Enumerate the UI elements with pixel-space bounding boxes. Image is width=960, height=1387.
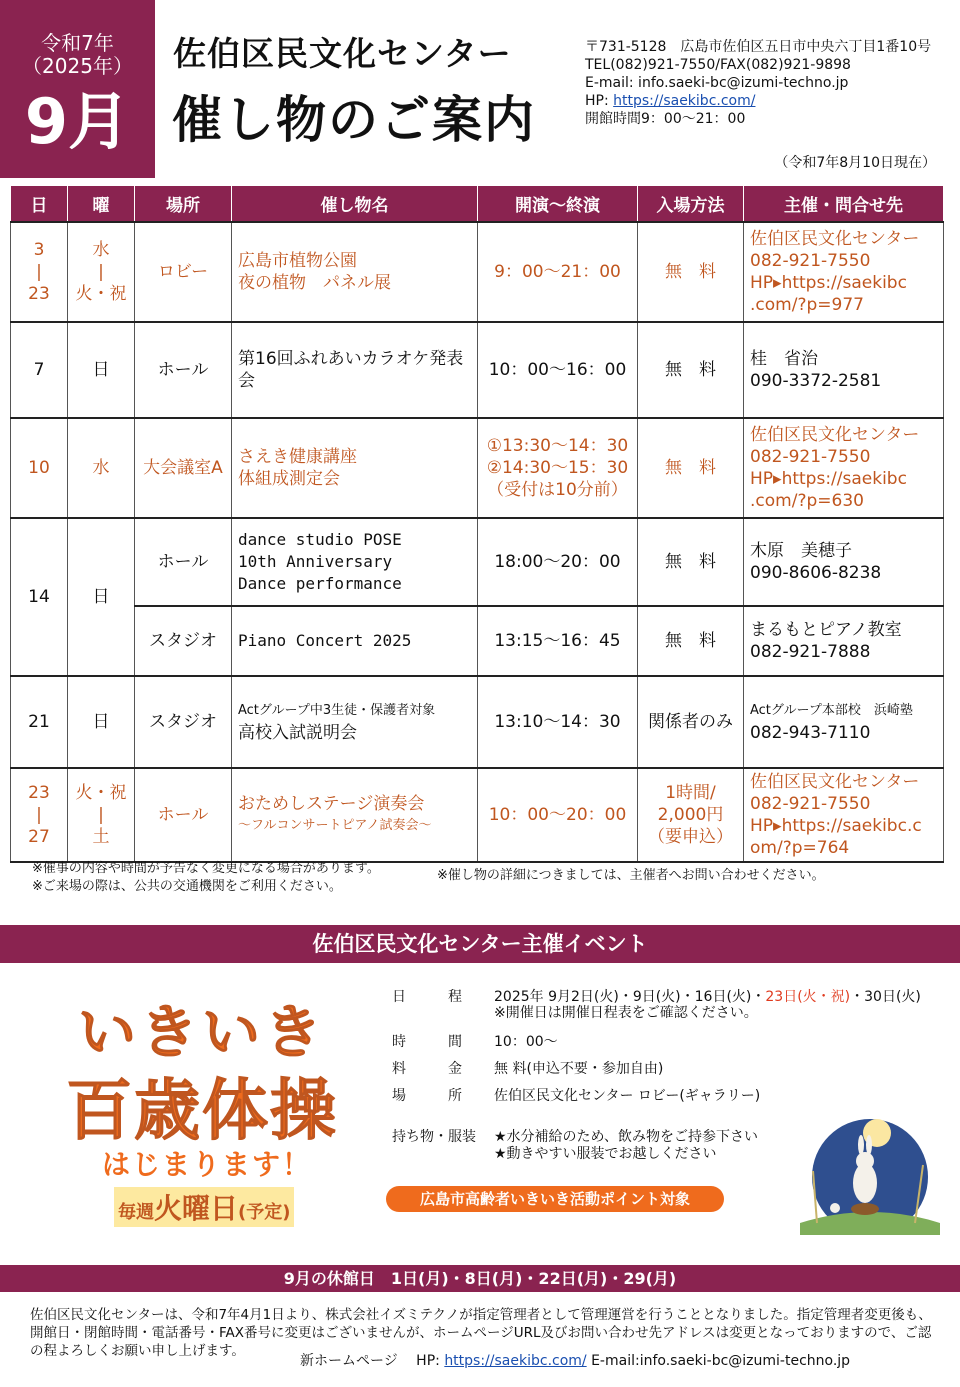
note-transport: ※ご来場の際は、公共の交通機関をご利用ください。 xyxy=(32,879,342,894)
cell-place: ホール xyxy=(135,322,232,418)
cell-entry: 無 料 xyxy=(638,322,744,418)
dango-icon xyxy=(830,1203,840,1213)
footer-notice: 佐伯区民文化センターは、令和7年4月1日より、株式会社イズミテクノが指定管理者として管理運営を行うこととなりました。指定管理者変更後も、開館日・閉館時間・電話番号・FAX番号に変更はございませんが、ホームページURL及びお問い合わせ先アドレスは変更となっておりますので、ご認の程よろしくお願い申し上げます。 xyxy=(30,1307,932,1359)
cell-dow: 日 xyxy=(68,322,135,418)
closed-days-bar: 9月の休館日 1日(月)・8日(月)・22日(月)・29(月) xyxy=(0,1265,960,1292)
promo-tuesday: 火曜日 xyxy=(154,1192,239,1225)
cell-event: 広島市植物公園 夜の植物 パネル展 xyxy=(232,222,478,322)
cell-day: 14 xyxy=(11,518,68,676)
cell-dow: 日 xyxy=(68,518,135,676)
cell-organizer xyxy=(744,676,944,768)
points-badge: 広島市高齢者いきいき活動ポイント対象 xyxy=(386,1186,724,1212)
era-western-label: （2025年） xyxy=(22,54,133,78)
cell-event: さえき健康講座 体組成測定会 xyxy=(232,418,478,518)
promo-graphic xyxy=(60,985,370,1235)
info-items-label: 持ち物・服装 xyxy=(392,1129,476,1145)
rabbit-head xyxy=(856,1152,874,1170)
cell-event: 第16回ふれあいカラオケ発表会 xyxy=(232,322,478,418)
hp-label: HP: xyxy=(585,93,614,109)
cell-day: 21 xyxy=(11,676,68,768)
email: E-mail: info.saeki-bc@izumi-techno.jp xyxy=(585,75,849,91)
note-change: ※催事の内容や時間が予告なく変更になる場合があります。 xyxy=(32,861,380,876)
table-row xyxy=(11,768,944,862)
col-header-place: 場所 xyxy=(135,186,232,222)
cell-organizer: 佐伯区民文化センター 082-921-7550 HP▸https://saekibc .com/?p=977 xyxy=(744,222,944,322)
center-name: 佐伯区民文化センター xyxy=(173,34,512,73)
new-hp-label: 新ホームページ HP: xyxy=(300,1353,445,1369)
cell-entry: 1時間/ 2,000円 （要申込） xyxy=(638,768,744,862)
cell-time: 13:10～14：30 xyxy=(478,676,638,768)
cell-event: Piano Concert 2025 xyxy=(232,606,478,676)
cell-time: 18:00～20：00 xyxy=(478,518,638,606)
table-row xyxy=(11,418,944,518)
col-header-organizer: 主催・問合せ先 xyxy=(744,186,944,222)
cell-entry: 関係者のみ xyxy=(638,676,744,768)
note-contact-organizer: ※催し物の詳細につきましては、主催者へお問い合わせください。 xyxy=(437,868,825,883)
cell-time: 10：00～16：00 xyxy=(478,322,638,418)
date-part-b: ・30日(火) xyxy=(850,989,921,1005)
cell-entry: 無 料 xyxy=(638,418,744,518)
promo-line1: いきいき xyxy=(78,998,327,1066)
cell-organizer: 佐伯区民文化センター 082-921-7550 HP▸https://saekibc .com/?p=630 xyxy=(744,418,944,518)
table-row xyxy=(11,322,944,418)
cell-dow: 日 xyxy=(68,676,135,768)
cell-organizer: まるもとピアノ教室 082-921-7888 xyxy=(744,606,944,676)
address: 〒731-5128 広島市佐伯区五日市中央六丁目1番10号 xyxy=(585,39,932,55)
cell-place: スタジオ xyxy=(135,676,232,768)
promo-planned: (予定) xyxy=(238,1202,291,1223)
info-fee-label: 料 金 xyxy=(392,1061,462,1077)
cell-place: 大会議室A xyxy=(135,418,232,518)
col-header-entry: 入場方法 xyxy=(638,186,744,222)
cell-dow: 火・祝 | 土 xyxy=(68,768,135,862)
stump xyxy=(851,1203,879,1215)
col-header-event: 催し物名 xyxy=(232,186,478,222)
cell-organizer: 佐伯区民文化センター 082-921-7550 HP▸https://saekibc.c om/?p=764 xyxy=(744,768,944,862)
contact-block xyxy=(585,38,931,128)
month-label: 9月 xyxy=(24,85,131,158)
cell-day: 23 | 27 xyxy=(11,768,68,862)
promo-schedule xyxy=(114,1187,294,1227)
table-row xyxy=(11,676,944,768)
event-subtitle: ～フルコンサートピアノ試奏会～ xyxy=(238,817,432,833)
cell-place: ロビー xyxy=(135,222,232,322)
cell-entry: 無 料 xyxy=(638,518,744,606)
cell-time: 10：00～20：00 xyxy=(478,768,638,862)
cell-dow: 水 xyxy=(68,418,135,518)
cell-organizer: 桂 省治 090-3372-2581 xyxy=(744,322,944,418)
cell-time: 13:15～16：45 xyxy=(478,606,638,676)
promo-line3: はじまります！ xyxy=(102,1148,313,1181)
page-title: 催し物のご案内 xyxy=(172,91,536,149)
table-row xyxy=(11,518,944,606)
table-header-row xyxy=(11,186,944,222)
cell-time: ①13:30～14：30 ②14:30～15：30 （受付は10分前） xyxy=(478,418,638,518)
events-table xyxy=(10,185,944,863)
col-header-dow: 曜 xyxy=(68,186,135,222)
cell-event xyxy=(232,676,478,768)
notes-left xyxy=(32,860,380,896)
month-box xyxy=(0,0,155,178)
col-header-time: 開演～終演 xyxy=(478,186,638,222)
info-date-label: 日 程 xyxy=(392,989,462,1005)
col-header-day: 日 xyxy=(11,186,68,222)
info-time-value: 10：00～ xyxy=(494,1034,558,1050)
cell-day: 10 xyxy=(11,418,68,518)
organizer-phone: 082-943-7110 xyxy=(750,722,871,743)
event-name: おためしステージ演奏会 xyxy=(238,793,425,814)
hp-link[interactable]: https://saekibc.com/ xyxy=(613,93,756,109)
rabbit-ear-right xyxy=(866,1135,872,1155)
organizer-name: Actグループ本部校 浜崎塾 xyxy=(750,702,913,718)
cell-place: ホール xyxy=(135,518,232,606)
cell-place: ホール xyxy=(135,768,232,862)
new-email: E-mail:info.saeki-bc@izumi-techno.jp xyxy=(586,1353,851,1369)
new-hp-link[interactable]: https://saekibc.com/ xyxy=(444,1353,587,1369)
cell-entry: 無 料 xyxy=(638,222,744,322)
info-date-note: ※開催日は開催日程表をご確認ください。 xyxy=(494,1005,758,1021)
info-fee-value: 無 料(申込不要・参加自由) xyxy=(494,1061,664,1077)
date-part-a: 2025年 9月2日(火)・9日(火)・16日(火)・ xyxy=(494,989,766,1005)
era-label: 令和7年 xyxy=(41,31,114,55)
footer-links xyxy=(300,1350,850,1370)
event-target-note: Actグループ中3生徒・保護者対象 xyxy=(238,702,436,718)
cell-organizer: 木原 美穂子 090-8606-8238 xyxy=(744,518,944,606)
cell-place: スタジオ xyxy=(135,606,232,676)
promo-weekly: 毎週 xyxy=(118,1202,154,1223)
cell-event: dance studio POSE 10th Anniversary Dance performance xyxy=(232,518,478,606)
date-holiday: 23日(火・祝) xyxy=(765,989,851,1005)
info-items-value1: ★水分補給のため、飲み物をご持参下さい xyxy=(494,1129,758,1145)
table-row xyxy=(11,606,944,676)
info-items-value2: ★動きやすい服装でお越しください xyxy=(494,1146,717,1162)
cell-entry: 無 料 xyxy=(638,606,744,676)
tel-fax: TEL(082)921-7550/FAX(082)921-9898 xyxy=(585,57,851,73)
info-time-label: 時 間 xyxy=(392,1034,462,1050)
cell-dow: 水 | 火・祝 xyxy=(68,222,135,322)
as-of-date: （令和7年8月10日現在） xyxy=(774,155,936,171)
hp-line xyxy=(585,92,931,110)
rabbit-ear-left xyxy=(858,1135,864,1155)
info-place-value: 佐伯区民文化センター ロビー(ギャラリー) xyxy=(494,1088,761,1104)
cell-event xyxy=(232,768,478,862)
opening-hours: 開館時間9：00～21：00 xyxy=(585,111,746,127)
cell-day: 7 xyxy=(11,322,68,418)
promo-line2: 百歳体操 xyxy=(66,1072,338,1149)
cell-time: 9：00～21：00 xyxy=(478,222,638,322)
cell-day: 3 | 23 xyxy=(11,222,68,322)
info-place-label: 場 所 xyxy=(392,1088,462,1104)
grass-hill xyxy=(800,1212,940,1235)
moon-rabbit-illustration xyxy=(795,1105,945,1235)
event-name: 高校入試説明会 xyxy=(238,722,357,743)
table-row xyxy=(11,222,944,322)
event-section-title: 佐伯区民文化センター主催イベント xyxy=(0,925,960,963)
